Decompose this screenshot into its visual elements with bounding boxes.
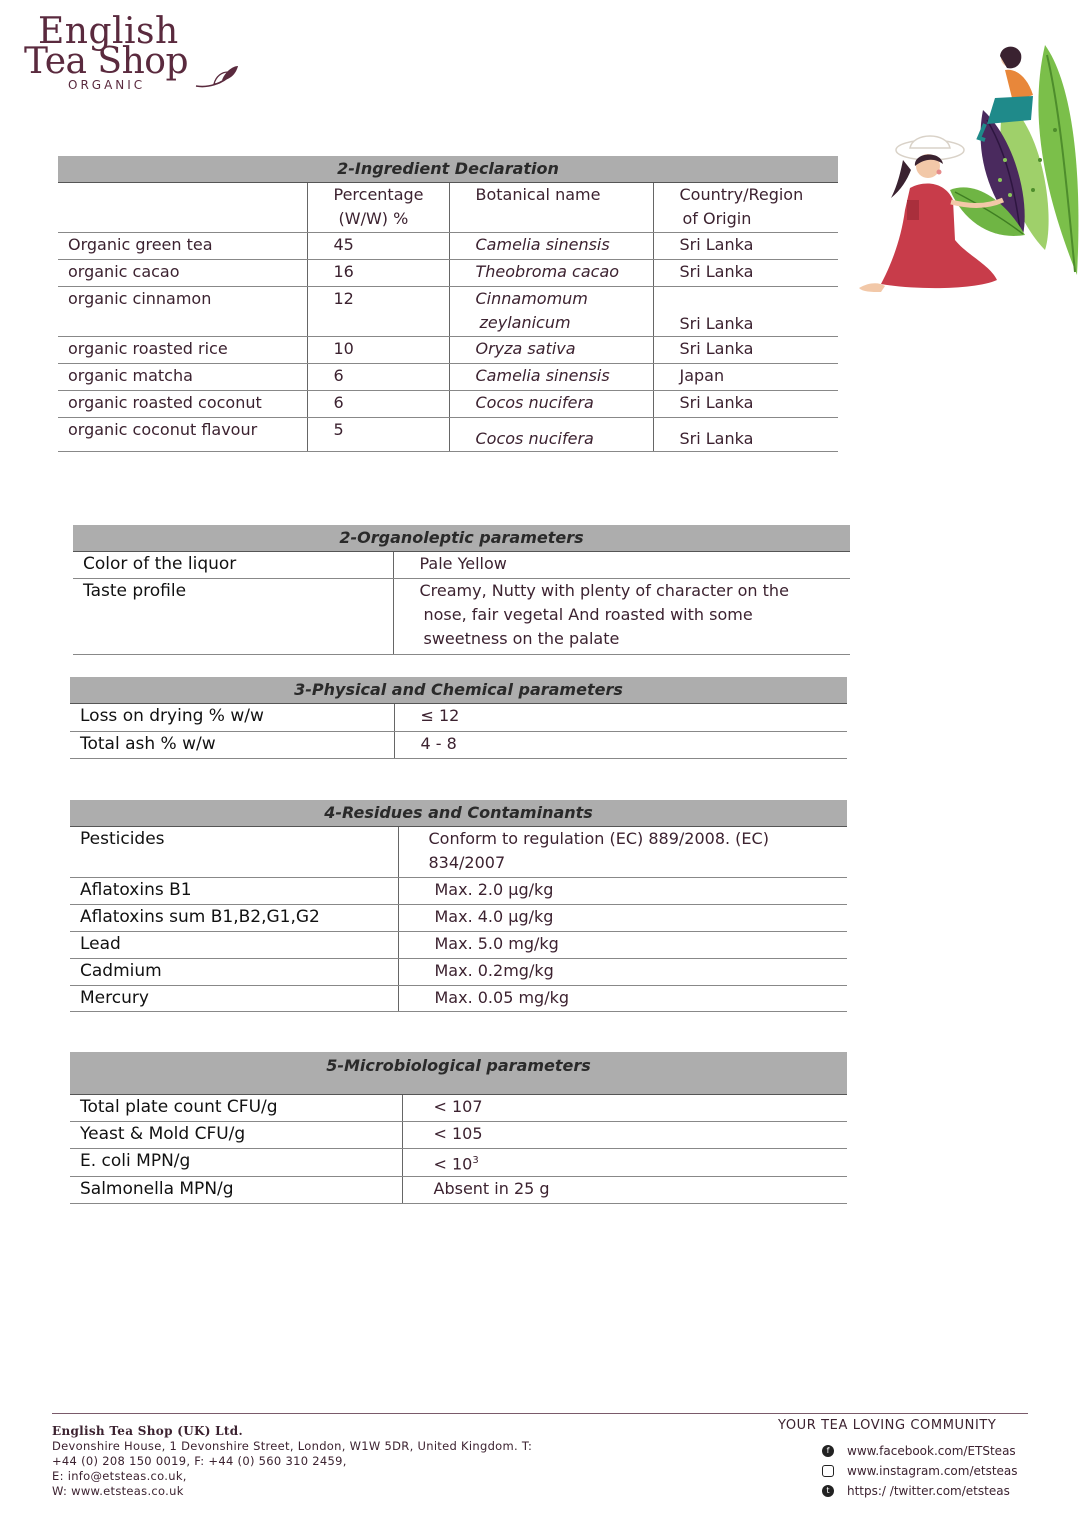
table-row	[70, 1176, 847, 1203]
table-row	[58, 418, 838, 452]
param-label: Mercury	[70, 986, 398, 1012]
ingredient-name: organic matcha	[58, 364, 307, 391]
param-label: Total ash % w/w	[70, 732, 394, 759]
ingredient-table-title: 2-Ingredient Declaration	[58, 156, 838, 183]
tea-picking-illustration	[855, 40, 1080, 300]
param-label: Lead	[70, 932, 398, 959]
residues-table	[70, 800, 847, 1012]
header-botanical: Botanical name	[449, 183, 653, 233]
micro-table	[70, 1052, 847, 1204]
param-value: Max. 0.2mg/kg	[398, 959, 847, 986]
table-row	[70, 732, 847, 759]
table-row	[70, 905, 847, 932]
ingredient-name: organic cacao	[58, 260, 307, 287]
header-percentage-unit: (W/W) %	[338, 209, 409, 228]
table-row	[58, 391, 838, 418]
param-value: Conform to regulation (EC) 889/2008. (EC)	[428, 829, 769, 848]
param-label: Total plate count CFU/g	[70, 1094, 402, 1121]
ingredient-pct: 45	[307, 233, 449, 260]
param-label: Yeast & Mold CFU/g	[70, 1121, 402, 1148]
table-row	[70, 959, 847, 986]
social-instagram[interactable]	[778, 1461, 1038, 1481]
param-label: Salmonella MPN/g	[70, 1176, 402, 1203]
table-row	[70, 704, 847, 732]
ingredient-country: Sri Lanka	[653, 260, 838, 287]
company-website: W: www.etsteas.co.uk	[52, 1484, 184, 1498]
brand-logo	[24, 11, 244, 94]
social-twitter[interactable]	[778, 1481, 1038, 1501]
table-row	[70, 878, 847, 905]
ingredient-country: Sri Lanka	[653, 391, 838, 418]
header-percentage: Percentage	[333, 185, 424, 204]
param-label: Aflatoxins sum B1,B2,G1,G2	[70, 905, 398, 932]
ingredient-botanical: Camelia sinensis	[449, 233, 653, 260]
company-address: Devonshire House, 1 Devonshire Street, London, W1W 5DR, United Kingdom. T:	[52, 1439, 533, 1453]
param-value-2: 834/2007	[428, 853, 506, 872]
ingredient-name: organic coconut flavour	[58, 418, 307, 452]
table-row	[58, 287, 838, 337]
table-row	[70, 932, 847, 959]
brand-line-3: ORGANIC	[68, 78, 146, 92]
ingredient-botanical: Cocos nucifera	[449, 418, 653, 452]
ingredient-name: organic cinnamon	[58, 287, 307, 337]
company-phone: +44 (0) 208 150 0019, F: +44 (0) 560 310 2459,	[52, 1454, 347, 1468]
ingredient-pct: 6	[307, 364, 449, 391]
ingredient-name: Organic green tea	[58, 233, 307, 260]
ingredient-botanical-2: zeylanicum	[479, 313, 571, 332]
company-email: E: info@etsteas.co.uk,	[52, 1469, 187, 1483]
ingredient-country: Sri Lanka	[653, 418, 838, 452]
table-row	[73, 579, 850, 655]
organoleptic-table	[73, 525, 850, 655]
ingredient-botanical: Oryza sativa	[449, 337, 653, 364]
community-label: YOUR TEA LOVING COMMUNITY	[778, 1418, 997, 1433]
param-label: Color of the liquor	[73, 552, 393, 579]
param-label: Taste profile	[73, 579, 393, 655]
param-label: Pesticides	[70, 827, 398, 878]
param-label: Aflatoxins B1	[70, 878, 398, 905]
organoleptic-title: 2-Organoleptic parameters	[73, 525, 850, 552]
param-label: Loss on drying % w/w	[70, 704, 394, 732]
company-name: English Tea Shop (UK) Ltd.	[52, 1424, 243, 1438]
twitter-icon: t	[822, 1485, 834, 1497]
table-row	[70, 1148, 847, 1176]
footer-social	[778, 1418, 1038, 1501]
table-row	[58, 260, 838, 287]
param-value-2: nose, fair vegetal And roasted with some	[423, 605, 753, 624]
param-value: Max. 4.0 µg/kg	[398, 905, 847, 932]
footer-company-info	[52, 1424, 552, 1499]
social-facebook[interactable]	[778, 1441, 1038, 1461]
table-row	[58, 364, 838, 391]
table-row	[58, 337, 838, 364]
ingredient-pct: 5	[307, 418, 449, 452]
ingredient-pct: 12	[307, 287, 449, 337]
facebook-icon: f	[822, 1445, 834, 1457]
physical-title: 3-Physical and Chemical parameters	[70, 677, 847, 704]
param-value: Max. 0.05 mg/kg	[398, 986, 847, 1012]
physical-table	[70, 677, 847, 759]
brand-line-1: English	[38, 11, 179, 52]
micro-title: 5-Microbiological parameters	[70, 1052, 847, 1094]
ingredient-country: Sri Lanka	[653, 233, 838, 260]
header-country-2: of Origin	[682, 209, 752, 228]
ingredient-country: Sri Lanka	[653, 287, 838, 337]
table-row	[58, 233, 838, 260]
param-value: Absent in 25 g	[402, 1176, 847, 1203]
ingredient-botanical: Camelia sinensis	[449, 364, 653, 391]
param-value: Max. 2.0 µg/kg	[398, 878, 847, 905]
param-value-3: sweetness on the palate	[423, 629, 620, 648]
param-value: < 107	[402, 1094, 847, 1121]
leaf-icon	[192, 58, 240, 92]
table-row	[70, 1094, 847, 1121]
param-label: Cadmium	[70, 959, 398, 986]
param-label: E. coli MPN/g	[70, 1148, 402, 1176]
ingredient-botanical: Cinnamomum	[475, 289, 588, 308]
param-value-exponent: 3	[472, 1154, 479, 1166]
ingredient-botanical: Cocos nucifera	[449, 391, 653, 418]
instagram-link[interactable]: www.instagram.com/etsteas	[847, 1464, 1018, 1478]
ingredient-name: organic roasted coconut	[58, 391, 307, 418]
footer-divider	[52, 1413, 1028, 1414]
ingredient-name: organic roasted rice	[58, 337, 307, 364]
param-value: Pale Yellow	[393, 552, 850, 579]
facebook-link[interactable]: www.facebook.com/ETSteas	[847, 1444, 1016, 1458]
param-value: < 10	[433, 1153, 473, 1173]
ingredient-pct: 16	[307, 260, 449, 287]
table-row	[70, 827, 847, 878]
ingredient-botanical: Theobroma cacao	[449, 260, 653, 287]
residues-title: 4-Residues and Contaminants	[70, 800, 847, 827]
table-row	[73, 552, 850, 579]
param-value: 4 - 8	[394, 732, 847, 759]
param-value: ≤ 12	[394, 704, 847, 732]
ingredient-country: Japan	[653, 364, 838, 391]
ingredient-pct: 6	[307, 391, 449, 418]
table-row	[70, 986, 847, 1012]
instagram-icon	[822, 1465, 834, 1477]
param-value: < 105	[402, 1121, 847, 1148]
twitter-link[interactable]: https:/ /twitter.com/etsteas	[847, 1484, 1010, 1498]
ingredient-pct: 10	[307, 337, 449, 364]
param-value: Max. 5.0 mg/kg	[398, 932, 847, 959]
param-value: Creamy, Nutty with plenty of character on the	[419, 581, 789, 600]
ingredient-country: Sri Lanka	[653, 337, 838, 364]
table-row	[70, 1121, 847, 1148]
brand-line-2: Tea Shop	[24, 41, 188, 82]
ingredient-table	[58, 156, 838, 452]
header-country: Country/Region	[679, 185, 804, 204]
